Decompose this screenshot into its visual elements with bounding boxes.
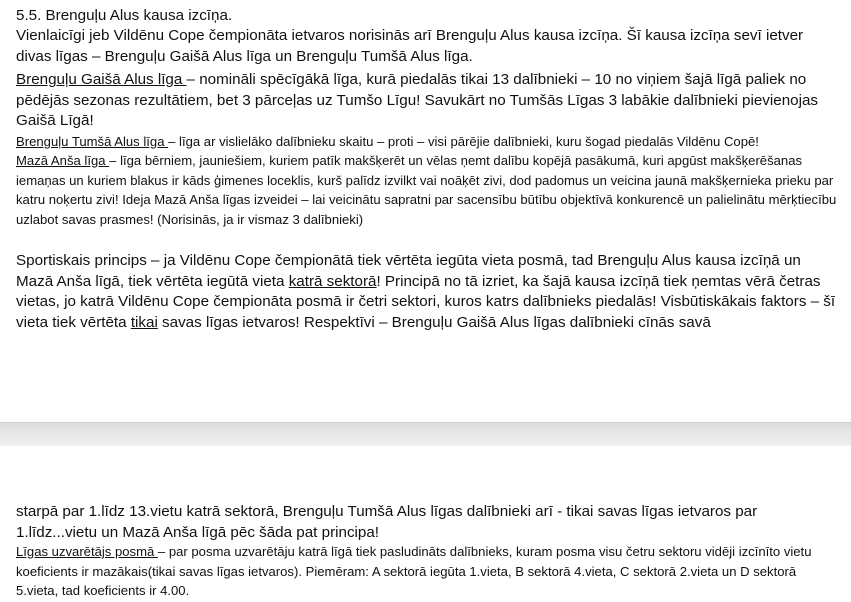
sport-principle-text-3: savas līgas ietvaros! Respektīvi – Brenguļu Gaišā Alus līgas dalībnieki cīnās savā: [157, 313, 711, 331]
small-league-text: – līga bērniem, jauniešiem, kuriem patīk makšķerēt un vēlas ņemt dalību kopējā pasākumā, kuri apgūst makšķerēšanas iemaņas un kuriem blakus ir kāds ģimenes loceklis, kurš palīdz izvilkt vai noāķēt zivi, dod padomus un veicina jaunā makšķernieka prieku par katru noķertu zivi! Ideja Mazā Anša līgas izveidei – lai veicinātu sapratni par sacensību būtību objektīvā konkurencē un palielinātu mērķtiecību uzlabot savas prasmes! (Norisinās, ja ir vismaz 3 dalībnieki): [16, 153, 837, 227]
light-league-name: Brenguļu Gaišā Alus līga: [16, 71, 187, 88]
small-league-paragraph: [16, 151, 841, 229]
continuation-paragraph: starpā par 1.līdz 13.vietu katrā sektorā, Brenguļu Tumšā Alus līgas dalībnieki arī - tikai savas līgas ietvaros par 1.līdz...vietu un Mazā Anša līgā pēc šāda pat principa!: [16, 503, 758, 541]
league-winner-paragraph: [16, 542, 841, 601]
sport-principle-text-1: Sportiskais princips – ja Vildēnu Cope čempionātā tiek vērtēta iegūta vieta posmā, tad Brenguļu Alus kausa izcīņā un Mazā Anša līgā, tiek vērtēta iegūtā vieta: [16, 252, 801, 290]
light-league-text: – nomināli spēcīgākā līga, kurā piedalās tikai 13 dalībnieki – 10 no viņiem šajā līgā paliek no pēdējās sezonas rezultātiem, bet 3 pārceļas uz Tumšo Līgu! Savukārt no Tumšās Līgas 3 labākie dalībnieki pievienojas Gaišā Līgā!: [16, 71, 819, 129]
section-heading: 5.5. Brenguļu Alus kausa izcīņa.: [16, 7, 233, 24]
league-winner-text: – par posma uzvarētāju katrā līgā tiek pasludināts dalībnieks, kuram posma visu četru sektoru vidēji izcīnīto vietu koeficients ir mazākais(tikai savas līgas ietvaros). Piemēram: A sektorā iegūta 1.vieta, B sektorā 4.vieta, C sektorā 2.vieta un D sektorā 5.vieta, tad koeficients ir 4.00.: [16, 544, 812, 598]
sport-principle-text-2: ! Principā no tā izriet, ka šajā kausa izcīņā tiek ņemtas vērā četras vietas, jo katrā Vildēnu Cope čempionāta posmā ir četri sektori, kuros katrs dalībnieks piedalās! Visbūtiskākais faktors – šī vieta tiek vērtēta: [16, 272, 836, 331]
sport-principle-underline-2: tikai: [130, 313, 158, 331]
document-page-2: [0, 446, 851, 602]
dark-league-text: – līga ar vislielāko dalībnieku skaitu – proti – visi pārējie dalībnieki, kuru šogad piedalās Vildēnu Copē!: [168, 134, 759, 149]
sport-principle-paragraph: [16, 251, 841, 333]
intro-paragraph: Vienlaicīgi jeb Vildēnu Cope čempionāta ietvaros norisinās arī Brenguļu Alus kausa izcīņa. Šī kausa izcīņa sevī ietver divas līgas – Brenguļu Gaišā Alus līga un Brenguļu Tumšā Alus līga.: [16, 27, 804, 65]
small-league-name: Mazā Anša līga: [16, 153, 110, 168]
page-break-gap: [0, 422, 851, 448]
dark-league-paragraph: [16, 132, 841, 152]
light-league-paragraph: [16, 70, 841, 132]
dark-league-name: Brenguļu Tumšā Alus līga: [16, 134, 169, 149]
sport-principle-underline-1: katrā sektorā: [288, 272, 377, 290]
league-winner-name: Līgas uzvarētājs posmā: [16, 544, 158, 559]
